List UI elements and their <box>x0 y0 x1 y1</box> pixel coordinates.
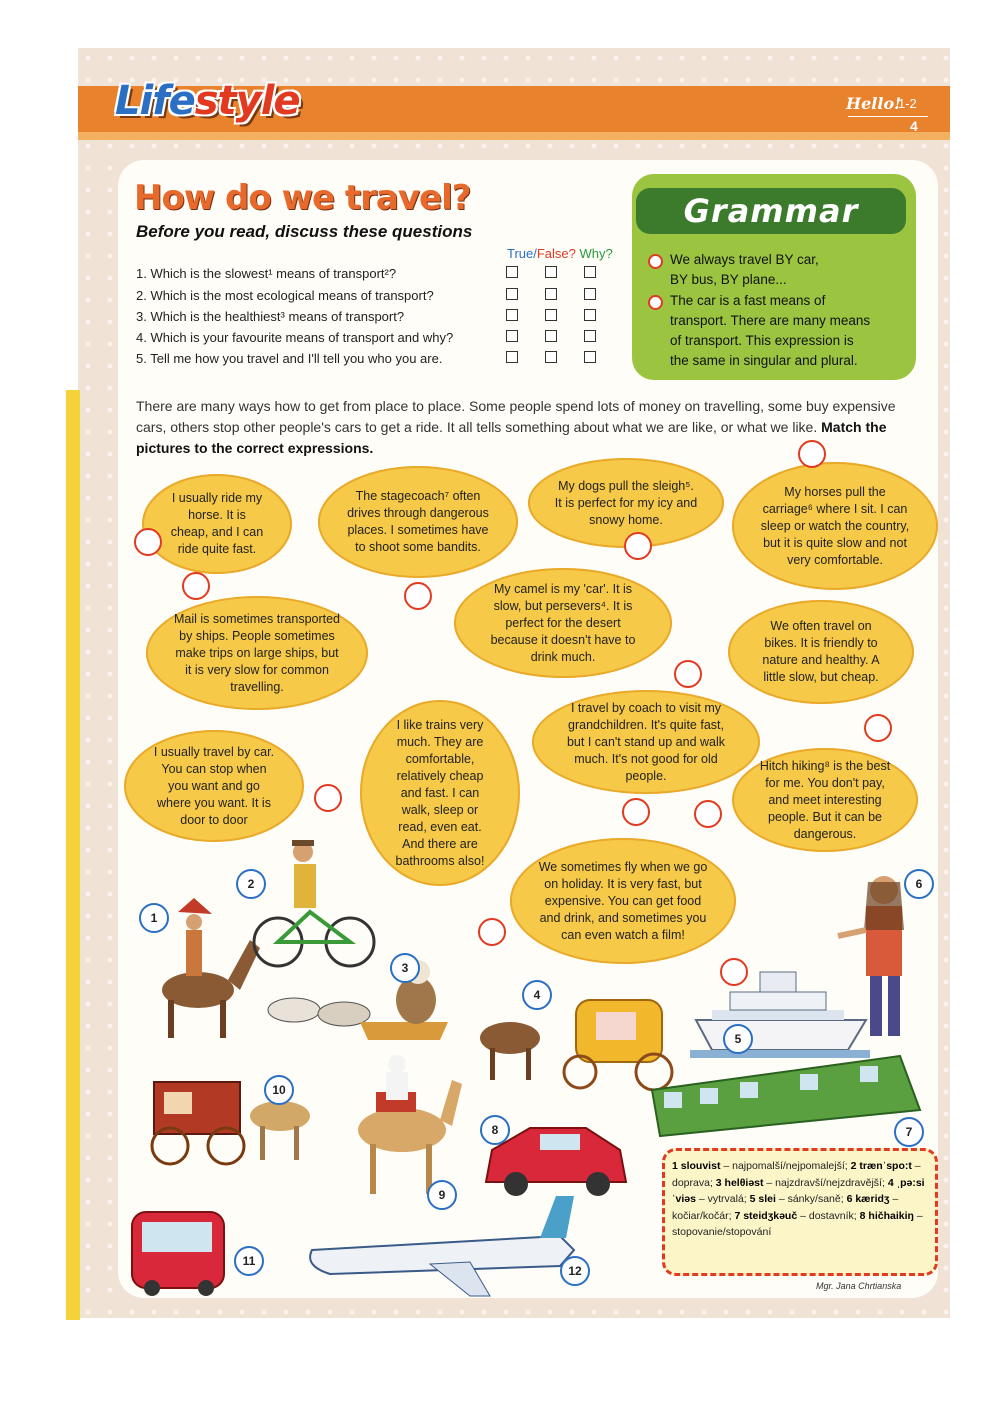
page-title: How do we travel? <box>134 178 471 218</box>
intro-paragraph: There are many ways how to get from place to place. Some people spend lots of money on travelling, some buy expensive cars, others stop other people's cars to get a ride. It all tells something about what we are like, or what we like. Match the pictures to the correct expressions. <box>136 398 896 456</box>
grammar-rule-2-line-3: of transport. This expression is <box>670 333 854 348</box>
question-3: 3. Which is the healthiest³ means of transport? <box>136 309 405 324</box>
picture-number-11: 11 <box>234 1246 264 1276</box>
question-4: 4. Which is your favourite means of transport and why? <box>136 330 454 345</box>
grammar-rule-1-line-2: BY bus, BY plane... <box>670 272 787 287</box>
picture-number-7: 7 <box>894 1117 924 1147</box>
carriage-illustration <box>480 1000 672 1090</box>
author-credit: Mgr. Jana Chrtianska <box>816 1281 902 1291</box>
dog-sled-illustration <box>268 960 448 1040</box>
plane-illustration <box>310 1196 574 1296</box>
train-illustration <box>652 1056 920 1136</box>
grammar-title: Grammar <box>636 188 906 234</box>
grammar-rule-2-line-1: The car is a fast means of <box>670 293 826 308</box>
grammar-rule-1-line-1: We always travel BY car, <box>670 252 819 267</box>
bubble-ship: Mail is sometimes transported by ships. People sometimes make trips on large ships, but it is very slow for common travelling. <box>146 596 368 710</box>
picture-number-2: 2 <box>236 869 266 899</box>
bubble-hitch: Hitch hiking⁸ is the best for me. You don't pay, and meet interesting people. But it can be dangerous. <box>732 748 918 852</box>
horse-rider-illustration <box>162 898 260 1038</box>
bus-illustration <box>132 1212 224 1296</box>
bubble-carriage: My horses pull the carriage⁶ where I sit. I can sleep or watch the country, but it is quite slow and not very comfortable. <box>732 462 938 590</box>
true-false-header: True/False? Why? <box>507 246 613 261</box>
picture-number-10: 10 <box>264 1075 294 1105</box>
grammar-rule-2-line-2: transport. There are many means <box>670 313 871 328</box>
bubble-horse: I usually ride my horse. It is cheap, and I can ride quite fast. <box>142 474 292 574</box>
page-number: 4 <box>910 118 918 134</box>
hitchhiker-illustration <box>838 876 904 1036</box>
magazine-issue: 1-2 <box>898 96 917 111</box>
question-1: 1. Which is the slowest¹ means of transport²? <box>136 266 397 281</box>
picture-number-5: 5 <box>723 1024 753 1054</box>
lifestyle-logo: Lifestyle <box>115 78 300 124</box>
question-2: 2. Which is the most ecological means of transport? <box>136 288 434 303</box>
bubble-coach: I travel by coach to visit my grandchildren. It's quite fast, but I can't stand up and walk much. It's not good for old people. <box>532 690 760 794</box>
picture-number-3: 3 <box>390 953 420 983</box>
bubble-stagecoach: The stagecoach⁷ often drives through dangerous places. I sometimes have to shoot some bandits. <box>318 466 518 578</box>
magazine-name: Hello! <box>846 94 902 113</box>
instruction: Match the pictures to the correct expressions. <box>136 419 887 456</box>
bubble-bike: We often travel on bikes. It is friendly to nature and healthy. A little slow, but cheap. <box>728 600 914 704</box>
bubble-car: I usually travel by car. You can stop when you want and go where you want. It is door to door <box>124 730 304 842</box>
picture-number-8: 8 <box>480 1115 510 1145</box>
subtitle: Before you read, discuss these questions <box>136 222 473 241</box>
picture-number-6: 6 <box>904 869 934 899</box>
bubble-plane: We sometimes fly when we go on holiday. It is very fast, but expensive. You can get food and drink, and sometimes you can even watch a film! <box>510 838 736 964</box>
question-5: 5. Tell me how you travel and I'll tell you who you are. <box>136 351 443 366</box>
vocabulary-text: 1 slouvist – najpomalší/nejpomalejší; 2 trænˈspo:t – doprava; 3 helθiəst – najzdravší/nejzdravější; 4 ˌpə:siˈviəs – vytrvalá; 5 slei – sánky/saně; 6 kæridʒ – kočiar/kočár; 7 steidʒkəuč – dostavník; 8 hičhaikiŋ – stopovanie/stopování <box>672 1160 925 1238</box>
bicycle-illustration <box>254 840 374 966</box>
bubble-dogs: My dogs pull the sleigh⁵. It is perfect for my icy and snowy home. <box>528 458 724 548</box>
picture-number-9: 9 <box>427 1180 457 1210</box>
picture-number-12: 12 <box>560 1256 590 1286</box>
camel-illustration <box>358 1055 462 1194</box>
grammar-rule-2-line-4: the same in singular and plural. <box>670 353 858 368</box>
picture-number-4: 4 <box>522 980 552 1010</box>
picture-number-1: 1 <box>139 903 169 933</box>
bubble-train: I like trains very much. They are comfortable, relatively cheap and fast. I can walk, sleep or read, even eat. And there are bathrooms also! <box>360 700 520 886</box>
ship-illustration <box>690 972 870 1058</box>
bubble-camel: My camel is my 'car'. It is slow, but persevers⁴. It is perfect for the desert because it doesn't have to drink much. <box>454 568 672 678</box>
